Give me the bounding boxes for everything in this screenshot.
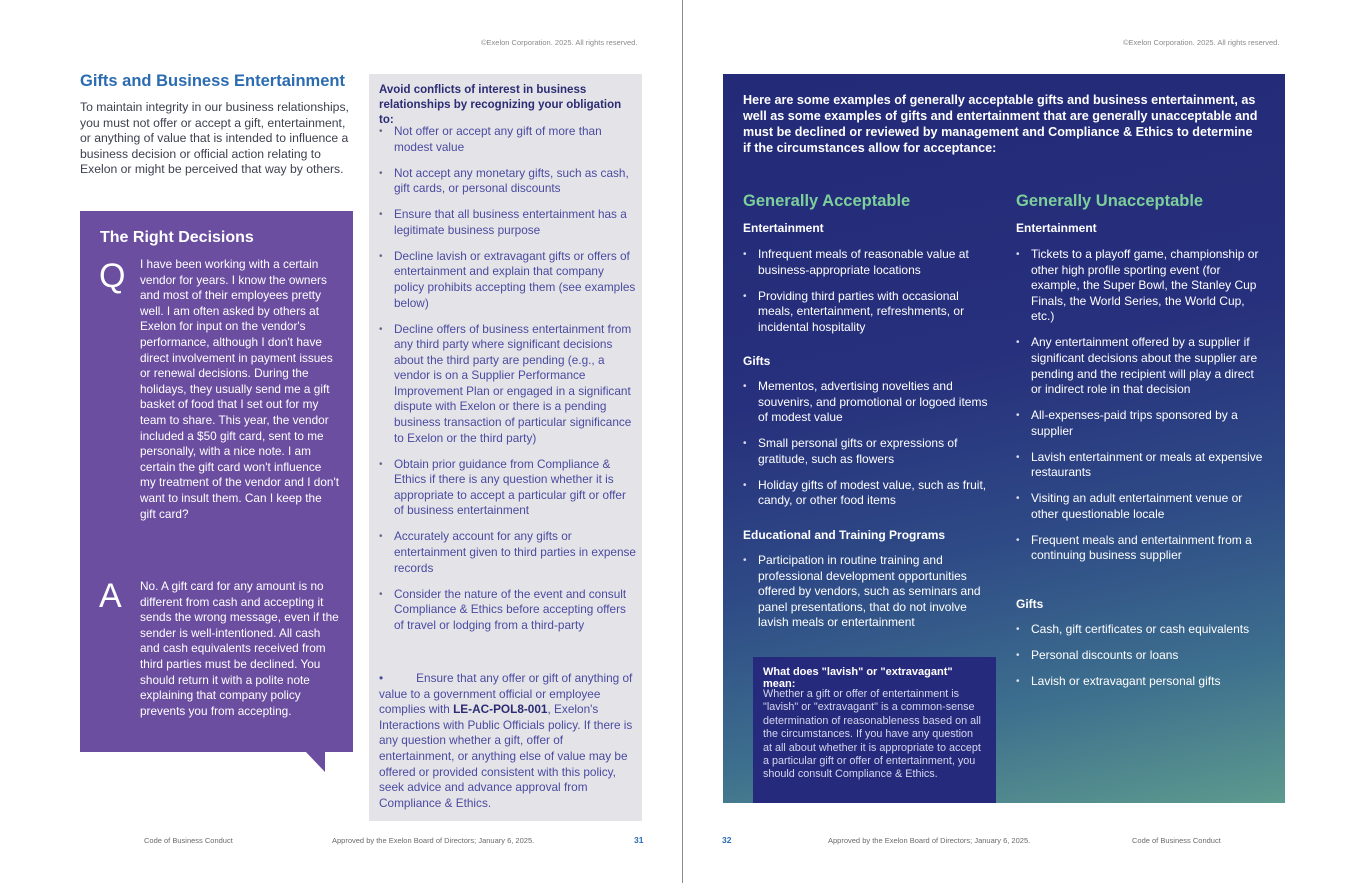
- list-item: • Frequent meals and entertainment from a continuing business supplier: [1016, 533, 1266, 564]
- list-item: • Not offer or accept any gift of more than modest value: [379, 124, 637, 155]
- acceptable-title: Generally Acceptable: [743, 192, 911, 210]
- answer-text: No. A gift card for any amount is no different from cash and accepting it sends the wrong message, even if the sender is well-intentioned. All cash and cash equivalents received from third parties must be declined. You should return it with a polite note explaining that company policy prevents you from accepting.: [140, 579, 339, 718]
- panel-intro: Here are some examples of generally acceptable gifts and business entertainment, as well as some examples of gifts and entertainment that are generally unacceptable and must be declined or reviewed by management and Compliance & Ethics to determine if the circumstances allow for acceptance:: [743, 93, 1258, 155]
- list-item: • Visiting an adult entertainment venue or other questionable locale: [1016, 491, 1266, 522]
- list-item: • Accurately account for any gifts or entertainment given to third parties in expense records: [379, 529, 637, 576]
- page-number: 32: [722, 835, 732, 845]
- list-item: • Any entertainment offered by a supplier if significant decisions about the supplier are pending and the recipient will play a direct or indirect role in that decision: [1016, 335, 1266, 397]
- lavish-heading: What does "lavish" or "extravagant" mean:: [763, 666, 953, 690]
- examples-panel: [723, 74, 1285, 803]
- list-item: • All-expenses-paid trips sponsored by a supplier: [1016, 408, 1266, 439]
- list-item: • Lavish or extravagant personal gifts: [1016, 674, 1266, 690]
- bullet: •: [379, 671, 384, 685]
- list-item: • Decline offers of business entertainment from any third party where significant decisions about the third party are pending (e.g., a vendor is on a Supplier Performance Improvement Plan or engaged in a significant dispute with Exelon or there is a pending business transaction of particular significance to Exelon or the third party): [379, 322, 637, 447]
- list-item: • Lavish entertainment or meals at expensive restaurants: [1016, 450, 1266, 481]
- list-item: • Consider the nature of the event and consult Compliance & Ethics before accepting offers of travel or lodging from a third-party: [379, 587, 637, 634]
- list-item: • Mementos, advertising novelties and souvenirs, and promotional or logoed items of modest value: [743, 379, 998, 426]
- acceptable-entertainment-head: Entertainment: [743, 221, 824, 235]
- footer-doc-title: Code of Business Conduct: [144, 836, 233, 845]
- list-item: • Not accept any monetary gifts, such as cash, gift cards, or personal discounts: [379, 166, 637, 197]
- speech-bubble-tail: [305, 751, 325, 772]
- question-letter: Q: [99, 257, 126, 295]
- list-item: • Cash, gift certificates or cash equivalents: [1016, 622, 1266, 638]
- footer-approval: Approved by the Exelon Board of Directors; January 6, 2025.: [828, 836, 1031, 845]
- policy-reference: LE-AC-POL8-001: [453, 702, 548, 717]
- list-item: • Personal discounts or loans: [1016, 648, 1266, 664]
- list-item: • Obtain prior guidance from Compliance & Ethics if there is any question whether it is appropriate to accept a particular gift or offer of business entertainment: [379, 457, 637, 519]
- unacceptable-entertainment-list: [1016, 247, 1266, 574]
- list-item: • Decline lavish or extravagant gifts or offers of entertainment and explain that company policy prohibits accepting them (see examples below): [379, 249, 637, 311]
- copyright-notice: ©Exelon Corporation. 2025. All rights reserved.: [1123, 38, 1280, 47]
- section-title: Gifts and Business Entertainment: [80, 72, 345, 90]
- page-number: 31: [634, 835, 644, 845]
- list-item: • Tickets to a playoff game, championship or other high profile sporting event (for example, the Super Bowl, the Stanley Cup Finals, the World Series, the World Cup, etc.): [1016, 247, 1266, 325]
- list-item: • Ensure that all business entertainment has a legitimate business purpose: [379, 207, 637, 238]
- acceptable-gifts-head: Gifts: [743, 354, 771, 368]
- government-officials-text: Ensure that any offer or gift of anything of value to a government official or employee complies with: [379, 671, 633, 717]
- unacceptable-gifts-list: [1016, 622, 1266, 700]
- list-item: • Infrequent meals of reasonable value at business-appropriate locations: [743, 247, 988, 278]
- right-decisions-title: The Right Decisions: [100, 229, 254, 246]
- conflicts-list: [379, 124, 637, 644]
- copyright-notice: ©Exelon Corporation. 2025. All rights reserved.: [481, 38, 638, 47]
- government-officials-item: [379, 671, 637, 811]
- answer-letter: A: [99, 577, 122, 615]
- government-officials-text-end: , Exelon's Interactions with Public Officials policy. If there is any question whether a gift, offer of entertainment, or anything else of value may be offered or provided consistent with this policy, seek advice and advance approval from Compliance & Ethics.: [379, 702, 633, 810]
- unacceptable-gifts-head: Gifts: [1016, 597, 1044, 611]
- list-item: • Participation in routine training and professional development opportunities offered by vendors, such as seminars and panel presentations, that do not involve lavish meals or entertainment: [743, 553, 983, 631]
- lavish-definition-box: [753, 657, 996, 803]
- conflicts-heading: Avoid conflicts of interest in business relationships by recognizing your obligation to:: [379, 84, 622, 126]
- footer-approval: Approved by the Exelon Board of Directors; January 6, 2025.: [332, 836, 535, 845]
- list-item: • Holiday gifts of modest value, such as fruit, candy, or other food items: [743, 478, 998, 509]
- acceptable-training-list: [743, 553, 983, 641]
- conflicts-box: [369, 74, 642, 821]
- acceptable-entertainment-list: [743, 247, 988, 346]
- page-32: [683, 0, 1365, 883]
- right-decisions-box: [80, 211, 353, 752]
- unacceptable-entertainment-head: Entertainment: [1016, 221, 1097, 235]
- footer-doc-title: Code of Business Conduct: [1132, 836, 1221, 845]
- list-item: • Providing third parties with occasional meals, entertainment, refreshments, or incidental hospitality: [743, 289, 988, 336]
- intro-paragraph: To maintain integrity in our business relationships, you must not offer or accept a gift, entertainment, or anything of value that is intended to influence a business decision or official action relating to Exelon or might be perceived that way by others.: [80, 100, 349, 177]
- list-item: • Small personal gifts or expressions of gratitude, such as flowers: [743, 436, 998, 467]
- acceptable-training-head: Educational and Training Programs: [743, 528, 946, 542]
- lavish-text: Whether a gift or offer of entertainment is "lavish" or "extravagant" is a common-sense determination of reasonableness based on all the circumstances. If you have any question at all about whether it is appropriate to accept a particular gift or offer of entertainment, you should consult Compliance & Ethics.: [763, 688, 981, 781]
- acceptable-gifts-list: [743, 379, 998, 519]
- page-31: [0, 0, 682, 883]
- question-text: I have been working with a certain vendor for years. I know the owners and most of their employees pretty well. I am often asked by others at Exelon for input on the vendor's performance, although I don't have direct involvement in payment issues or renewal decisions. During the holidays, they usually send me a gift basket of food that I set out for my team to share. This year, the vendor included a $50 gift card, sent to me personally, with a nice note. I am certain the gift card won't influence my treatment of the vendor and I don't want to insult them. Can I keep the gift card?: [140, 257, 339, 521]
- unacceptable-title: Generally Unacceptable: [1016, 192, 1204, 210]
